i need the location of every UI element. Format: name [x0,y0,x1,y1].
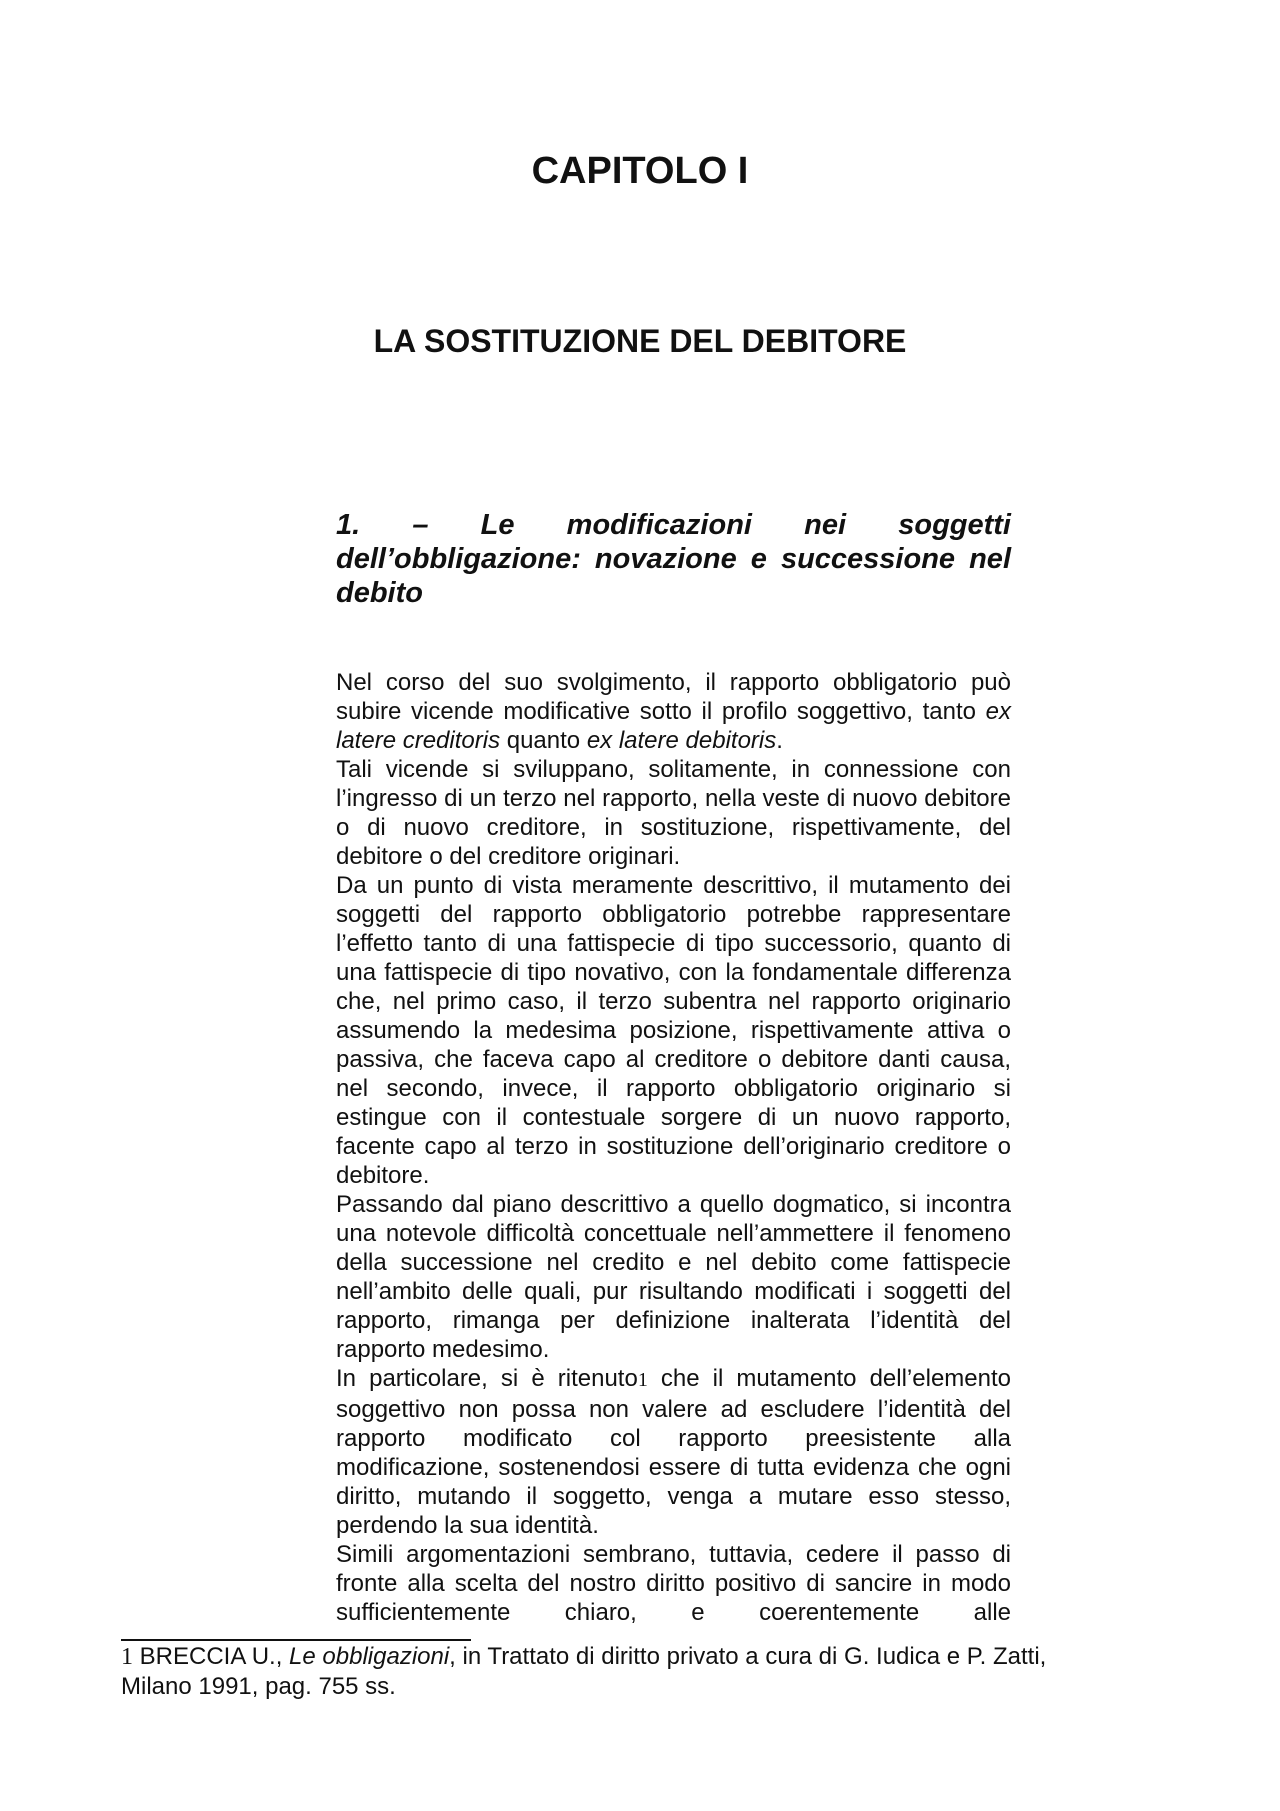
paragraph-5-text: In particolare, si è ritenuto [336,1365,638,1392]
paragraph-1-text: Nel corso del suo svolgimento, il rapporto obbligatorio può subire vicende modificative sotto il profilo soggettivo, tanto [336,669,1011,725]
chapter-title: LA SOSTITUZIONE DEL DEBITORE [373,323,907,359]
paragraph-3: Da un punto di vista meramente descrittivo, il mutamento dei soggetti del rapporto obbligatorio potrebbe rappresentare l’effetto tanto di una fattispecie di tipo successorio, quanto di una fattispecie di tipo novativo, con la fondamentale differenza che, nel primo caso, il terzo subentra nel rapporto originario assumendo la medesima posizione, rispettivamente attiva o passiva, che faceva capo al creditore o debitore danti causa, nel secondo, invece, il rapporto obbligatorio originario si estingue con il contestuale sorgere di un nuovo rapporto, facente capo al terzo in sostituzione dell’originario creditore o debitore. [336,872,1011,1189]
paragraph-1 [336,668,1011,755]
paragraph-4: Passando dal piano descrittivo a quello dogmatico, si incontra una notevole difficoltà concettuale nell’ammettere il fenomeno della successione nel credito e nel debito come fattispecie nell’ambito delle quali, pur risultando modificati i soggetti del rapporto, rimanga per definizione inalterata l’identità del rapporto medesimo. [336,1191,1011,1363]
paragraph-6: Simili argomentazioni sembrano, tuttavia, cedere il passo di fronte alla scelta del nostro diritto positivo di sancire in modo sufficientemente chiaro, e coerentemente alle [336,1541,1011,1626]
footnote [121,1642,1121,1701]
section-heading: 1. – Le modificazioni nei soggetti dell’obbligazione: novazione e successione nel debito [336,509,1011,609]
paragraph-1-text-quanto: quanto [500,727,587,754]
footnote-number: 1 [121,1644,133,1670]
footnote-divider [121,1639,471,1641]
body-text [336,668,1011,1627]
paragraph-1-italic-creditoris: ex latere creditoris [336,698,1011,754]
paragraph-5 [336,1364,1011,1540]
footnote-work-title: Le obbligazioni [289,1643,450,1670]
paragraph-5-text-cont: che il mutamento dell’elemento soggettivo non possa non valere ad escludere l’identità del rapporto modificato col rapporto preesistente alla modificazione, sostenendosi essere di tutta evidenza che ogni diritto, mutando il soggetto, venga a mutare esso stesso, perdendo la sua identità. [336,1365,1011,1539]
chapter-number-label: CAPITOLO I [531,150,749,192]
footnote-citation: , in Trattato di diritto privato a cura di G. Iudica e P. Zatti, Milano 1991, pag. 755 ss. [121,1643,1047,1700]
footnote-reference[interactable]: 1 [637,1369,648,1391]
paragraph-2: Tali vicende si sviluppano, solitamente, in connessione con l’ingresso di un terzo nel rapporto, nella veste di nuovo debitore o di nuovo creditore, in sostituzione, rispettivamente, del debitore o del creditore originari. [336,756,1011,870]
footnote-author: BRECCIA U., [133,1643,290,1670]
paragraph-1-period: . [776,727,783,754]
paragraph-1-italic-debitoris: ex latere debitoris [586,727,777,754]
